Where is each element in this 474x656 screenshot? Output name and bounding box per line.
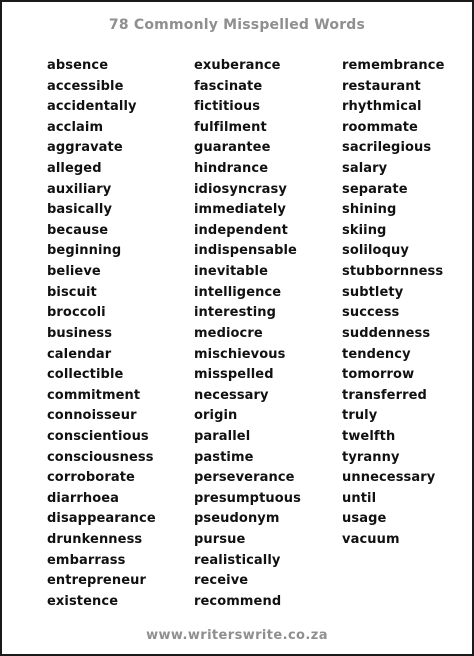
word-item: stubbornness: [342, 264, 444, 280]
word-item: alleged: [47, 161, 102, 177]
word-item: usage: [342, 511, 387, 527]
word-item: until: [342, 490, 377, 506]
word-item: remembrance: [342, 58, 445, 73]
word-item: exuberance: [194, 58, 281, 73]
word-item: origin: [194, 408, 238, 424]
word-item: hindrance: [194, 161, 269, 177]
word-item: realistically: [194, 552, 281, 568]
word-item: idiosyncrasy: [194, 181, 287, 197]
word-item: pursue: [194, 532, 246, 548]
word-item: pastime: [194, 449, 254, 465]
word-item: tomorrow: [342, 367, 415, 383]
word-item: entrepreneur: [47, 573, 146, 589]
website-footer: www.writerswrite.co.za: [146, 628, 328, 643]
word-item: suddenness: [342, 325, 431, 341]
word-item: necessary: [194, 387, 269, 403]
word-item: fascinate: [194, 78, 263, 94]
word-item: intelligence: [194, 284, 282, 300]
word-item: consciousness: [47, 449, 154, 465]
word-item: collectible: [47, 367, 124, 383]
word-item: commitment: [47, 387, 141, 403]
word-item: business: [47, 325, 113, 341]
word-item: salary: [342, 161, 388, 177]
word-item: mischievous: [194, 346, 286, 362]
word-item: tendency: [342, 346, 411, 362]
word-item: transferred: [342, 387, 427, 403]
word-item: mediocre: [194, 325, 263, 341]
word-item: indispensable: [194, 243, 297, 259]
word-item: restaurant: [342, 78, 421, 94]
word-item: broccoli: [47, 305, 106, 321]
page-title: 78 Commonly Misspelled Words: [108, 17, 366, 33]
word-item: disappearance: [47, 511, 156, 527]
word-item: embarrass: [47, 552, 126, 568]
word-item: immediately: [194, 202, 286, 218]
word-item: corroborate: [47, 470, 135, 486]
word-item: inevitable: [194, 264, 269, 280]
word-item: perseverance: [194, 470, 295, 486]
word-item: calendar: [47, 346, 112, 362]
word-item: existence: [47, 593, 119, 609]
word-item: truly: [342, 408, 378, 424]
word-item: independent: [194, 222, 288, 238]
word-item: pseudonym: [194, 511, 280, 527]
word-item: drunkenness: [47, 532, 143, 548]
word-item: success: [342, 305, 400, 321]
word-item: sacrilegious: [342, 140, 432, 156]
word-item: acclaim: [47, 119, 104, 135]
word-item: connoisseur: [47, 408, 137, 424]
word-item: aggravate: [47, 140, 123, 156]
word-column-1: [47, 56, 156, 612]
word-item: unnecessary: [342, 470, 436, 486]
word-item: believe: [47, 264, 101, 280]
word-item: accessible: [47, 78, 124, 94]
word-item: presumptuous: [194, 490, 301, 506]
word-item: interesting: [194, 305, 277, 321]
word-column-2: [194, 56, 301, 612]
word-item: accidentally: [47, 99, 137, 115]
word-item: because: [47, 222, 109, 238]
word-item: roommate: [342, 119, 418, 135]
word-item: parallel: [194, 428, 251, 444]
word-item: vacuum: [342, 532, 400, 548]
word-item: diarrhoea: [47, 490, 120, 506]
word-item: receive: [194, 573, 249, 589]
word-item: skiing: [342, 222, 387, 238]
word-item: subtlety: [342, 284, 404, 300]
word-item: misspelled: [194, 367, 274, 383]
word-item: twelfth: [342, 428, 396, 444]
word-item: rhythmical: [342, 99, 422, 115]
word-item: biscuit: [47, 284, 97, 300]
word-item: basically: [47, 202, 113, 218]
word-item: soliloquy: [342, 243, 409, 259]
word-item: fictitious: [194, 99, 261, 115]
word-item: guarantee: [194, 140, 271, 156]
word-item: tyranny: [342, 449, 400, 465]
word-item: absence: [47, 58, 109, 73]
word-item: separate: [342, 181, 408, 197]
word-column-3: [342, 56, 445, 551]
word-item: recommend: [194, 593, 282, 609]
word-item: conscientious: [47, 428, 149, 444]
word-item: auxiliary: [47, 181, 112, 197]
word-item: fulfilment: [194, 119, 267, 135]
word-item: beginning: [47, 243, 122, 259]
word-item: shining: [342, 202, 397, 218]
